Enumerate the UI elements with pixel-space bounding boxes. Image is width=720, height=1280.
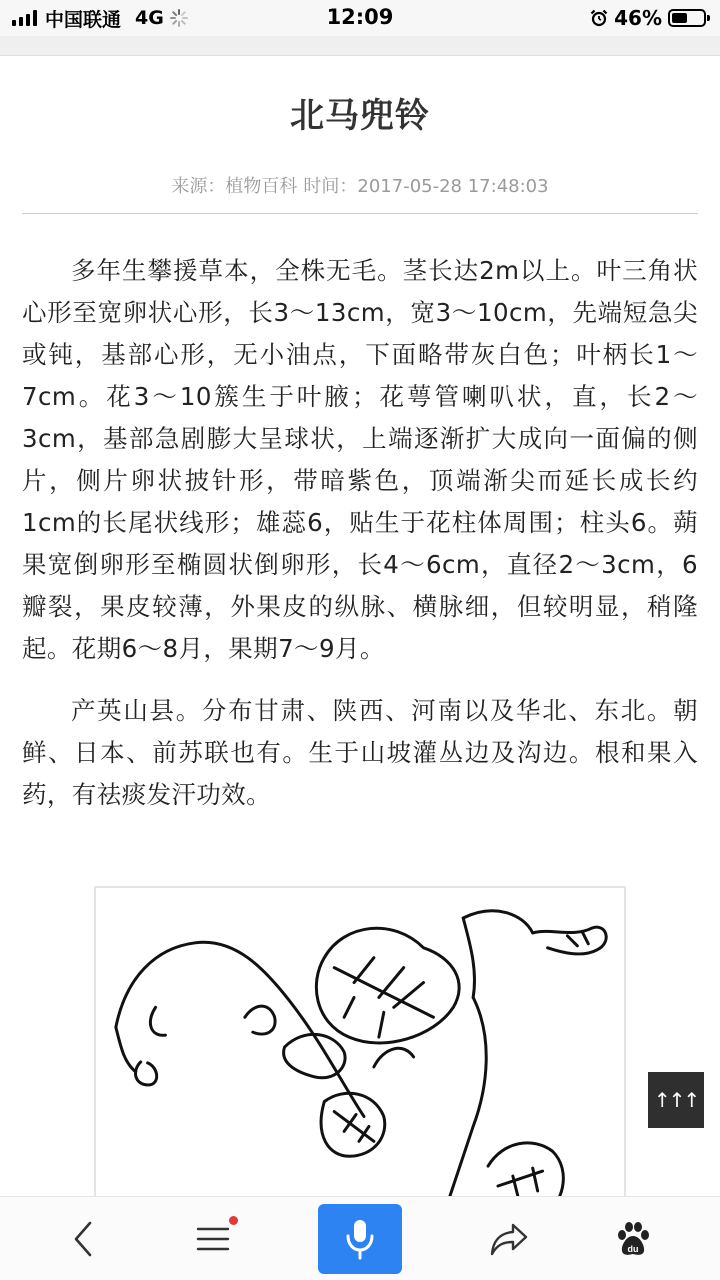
back-button[interactable] [48, 1197, 118, 1280]
paragraph-description: 多年生攀援草本，全株无毛。茎长达2m以上。叶三角状心形至宽卵状心形，长3～13cm，宽3～10cm，先端短急尖或钝，基部心形，无小油点，下面略带灰白色；叶柄长1～7cm。花3～10簇生于叶腋；花萼管喇叭状，直，长2～3cm，基部急剧膨大呈球状，上端逐渐扩大成向一面偏的侧片，侧片卵状披针形，带暗紫色，顶端渐尖而延长成长约1cm的长尾状线形；雄蕊6，贴生于花柱体周围；柱头6。蒴果宽倒卵形至椭圆状倒卵形，长4～6cm，直径2～3cm，6瓣裂，果皮较薄，外果皮的纵脉、横脉细，但较明显，稍隆起。花期6～8月，果期7～9月。 [22, 256, 698, 663]
notification-badge [229, 1216, 238, 1225]
share-icon [489, 1221, 529, 1257]
carrier-name: 中国联通 [45, 8, 122, 31]
status-bar [0, 0, 720, 36]
svg-text:du: du [627, 1244, 639, 1254]
battery-percent: 46% [614, 6, 662, 30]
alarm-icon [590, 9, 608, 27]
menu-icon [196, 1224, 230, 1254]
back-to-top-button[interactable]: ↑↑↑ [648, 1072, 704, 1128]
article-title: 北马兜铃 [290, 96, 430, 136]
bottom-toolbar [0, 1196, 720, 1280]
article-body [22, 250, 698, 816]
battery-icon [668, 9, 706, 27]
baidu-paw-icon [614, 1220, 652, 1258]
share-button[interactable] [474, 1197, 544, 1280]
publish-time: 时间：2017-05-28 17:48:03 [303, 176, 549, 197]
baidu-home-button[interactable] [598, 1197, 668, 1280]
clock: 12:09 [326, 5, 394, 29]
divider [22, 213, 698, 214]
source-label: 来源：植物百科 [171, 176, 298, 197]
browser-header-band [0, 36, 720, 56]
paragraph-distribution: 产英山县。分布甘肃、陕西、河南以及华北、东北。朝鲜、日本、前苏联也有。生于山坡灌丛边及沟边。根和果入药，有祛痰发汗功效。 [22, 696, 698, 809]
network-type: 4G [135, 7, 164, 29]
chevron-left-icon [70, 1219, 96, 1259]
microphone-icon [344, 1218, 376, 1260]
article-meta [0, 172, 720, 198]
voice-search-button[interactable] [318, 1204, 402, 1274]
plant-drawing [96, 888, 624, 1216]
menu-button[interactable] [178, 1197, 248, 1280]
plant-illustration [94, 886, 626, 1216]
